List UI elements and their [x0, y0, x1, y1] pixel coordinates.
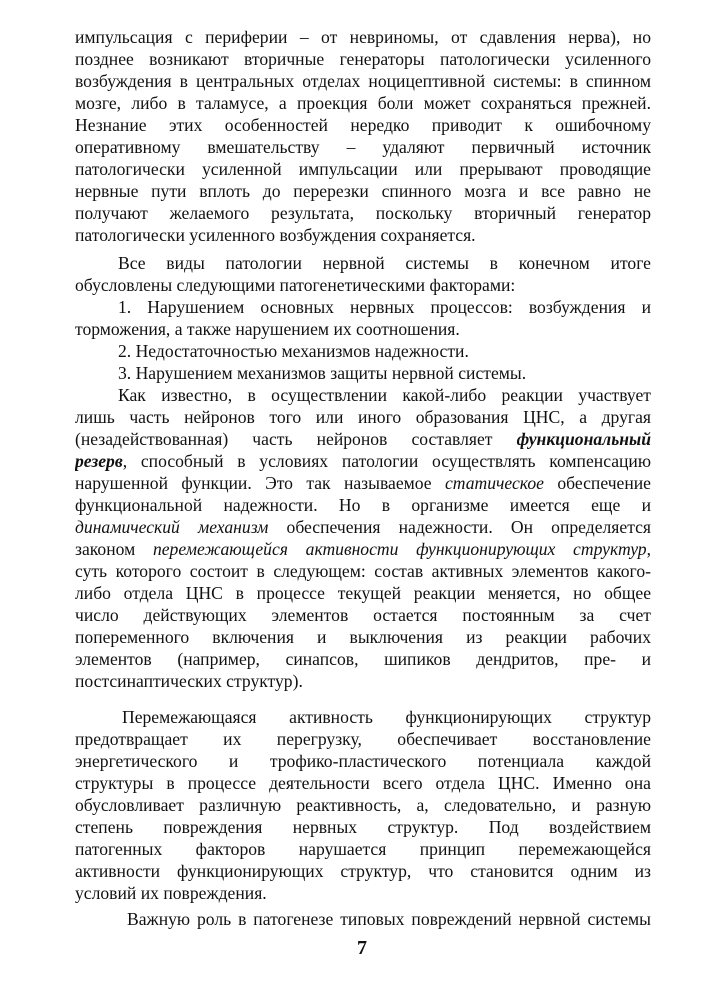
text-line [75, 428, 651, 450]
text-line: Перемежающаяся активность функционирующих структур [122, 707, 651, 727]
text-line: Все виды патологии нервной системы в конечном итоге [118, 253, 651, 273]
text-line: элементов (например, синапсов, шипиков дендритов, пре- и [75, 649, 651, 669]
text-run: нарушенной функции. Это так называемое [75, 473, 432, 493]
text-line: обусловливает различную реактивность, а, следовательно, и разную [75, 795, 651, 815]
text-run: (незадействованная) часть нейронов составляет [75, 429, 493, 449]
list-item: 1. Нарушением основных нервных процессов: возбуждения и [118, 297, 651, 317]
text-line: патологически усиленной импульсации или прерывают проводящие [75, 159, 651, 179]
text-line: суть которого состоит в следующем: состав активных элементов какого- [75, 561, 651, 581]
text-run: обеспечения надежности. Он определяется [268, 517, 651, 537]
text-line: энергетического и трофико-пластического потенциала каждой [75, 751, 651, 771]
text-line: обусловлены следующими патогенетическими факторами: [75, 275, 516, 295]
text-line: Как известно, в осуществлении какой-либо реакции участвует [118, 385, 651, 405]
text-line: патологически усиленного возбуждения сохраняется. [75, 225, 476, 245]
text-line: Важную роль в патогенезе типовых повреждений нервной системы [127, 909, 651, 929]
page-number: 7 [357, 937, 367, 959]
text-line: структуры в процессе деятельности всего отдела ЦНС. Именно она [75, 773, 651, 793]
text-run: , [646, 539, 651, 559]
text-line: торможения, а также нарушением их соотношения. [75, 319, 460, 339]
text-line [75, 472, 651, 494]
text-run: обеспечение [543, 473, 651, 493]
text-line: постсинаптических структур). [75, 671, 303, 691]
text-run: , способный в условиях патологии осуществлять компенсацию [122, 451, 651, 471]
text-line: лишь часть нейронов того или иного образования ЦНС, а другая [75, 407, 651, 427]
text-line: число действующих элементов остается постоянным за счет [75, 605, 651, 625]
emphasized-term: функциональный [516, 429, 651, 449]
text-line: нервные пути вплоть до перерезки спинного мозга и все равно не [75, 181, 651, 201]
text-line: патогенных факторов нарушается принцип перемежающейся [75, 839, 651, 859]
text-line [75, 538, 651, 560]
text-line: либо отдела ЦНС в процессе текущей реакции меняется, но общее [75, 583, 651, 603]
emphasized-term: динамический механизм [75, 517, 269, 537]
text-line [75, 516, 651, 538]
text-line: условий их повреждения. [75, 883, 267, 903]
text-line: получают желаемого результата, поскольку вторичный генератор [75, 203, 651, 223]
text-line: активности функционирующих структур, что становится одним из [75, 861, 651, 881]
emphasized-term: статическое [444, 473, 544, 493]
text-line: функциональной надежности. Но в организме имеется еще и [75, 495, 651, 515]
emphasized-term: резерв [75, 451, 123, 471]
text-line: возбуждения в центральных отделах ноцицептивной системы: в спинном [75, 71, 651, 91]
text-line: импульсация с периферии – от невриномы, от сдавления нерва), но [75, 27, 651, 47]
text-line: позднее возникают вторичные генераторы патологически усиленного [75, 49, 651, 69]
text-run: законом [75, 539, 136, 559]
text-line [75, 450, 651, 472]
text-line: попеременного включения и выключения из реакции рабочих [75, 627, 651, 647]
text-line: оперативному вмешательству – удаляют первичный источник [75, 137, 651, 157]
text-line: степень повреждения нервных структур. Под воздействием [75, 817, 651, 837]
list-item: 2. Недостаточностью механизмов надежности. [118, 341, 469, 361]
text-line: мозге, либо в таламусе, а проекция боли может сохраняться прежней. [75, 93, 651, 113]
text-line: Незнание этих особенностей нередко приводит к ошибочному [75, 115, 651, 135]
text-line: предотвращает их перегрузку, обеспечивает восстановление [75, 729, 651, 749]
list-item: 3. Нарушением механизмов защиты нервной системы. [118, 363, 527, 383]
emphasized-term: перемежающейся активности функционирующих структур [152, 539, 647, 559]
